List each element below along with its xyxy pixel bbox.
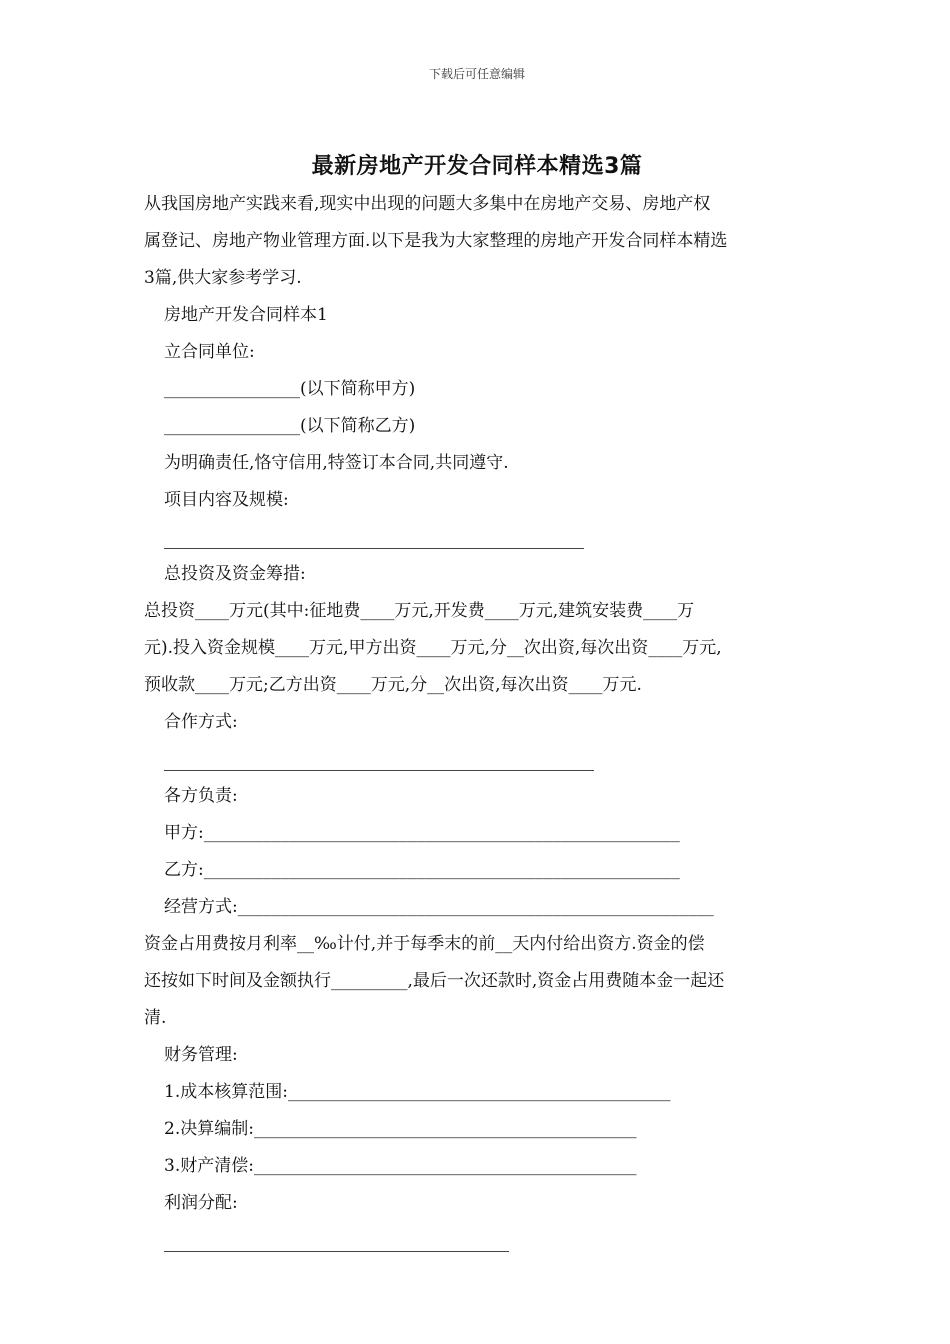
- party-a-line: ________________(以下简称甲方): [164, 379, 416, 399]
- finance-label: 财务管理:: [164, 1045, 238, 1065]
- responsibility-label: 各方负责:: [164, 786, 238, 806]
- sample-heading: 房地产开发合同样本1: [164, 305, 328, 325]
- header-note: 下载后可任意编辑: [428, 67, 525, 81]
- finance-item-final-accounts: 2.决算编制:_____________________________________________: [164, 1119, 637, 1139]
- profit-blank-rule: [144, 1222, 810, 1259]
- party-a-responsibility: 甲方:________________________________________________________: [164, 823, 680, 843]
- cooperation-label: 合作方式:: [164, 712, 238, 732]
- investment-label: 总投资及资金筹措:: [164, 564, 306, 584]
- investment-line-3: 预收款____万元;乙方出资____万元,分__次出资,每次出资____万元.: [144, 675, 642, 695]
- capital-line-1: 资金占用费按月利率__‰计付,并于每季末的前__天内付给出资方.资金的偿: [144, 934, 705, 954]
- party-b-line: ________________(以下简称乙方): [164, 416, 416, 436]
- parties-label: 立合同单位:: [164, 342, 255, 362]
- intro-line-2: 属登记、房地产物业管理方面.以下是我为大家整理的房地产开发合同样本精选: [144, 231, 728, 251]
- capital-line-3: 清.: [144, 1008, 167, 1028]
- cooperation-blank-rule: [144, 741, 810, 778]
- operation-method: 经营方式:________________________________________________________: [164, 897, 714, 917]
- project-blank-rule: [144, 519, 810, 556]
- party-b-responsibility: 乙方:________________________________________________________: [164, 860, 680, 880]
- document-title: 最新房地产开发合同样本精选3篇: [311, 154, 643, 179]
- capital-line-2: 还按如下时间及金额执行_________,最后一次还款时,资金占用费随本金一起还: [144, 971, 725, 991]
- document-body: [144, 186, 810, 1259]
- profit-label: 利润分配:: [164, 1193, 238, 1213]
- finance-item-property-settlement: 3.财产清偿:_____________________________________________: [164, 1156, 637, 1176]
- intro-line-1: 从我国房地产实践来看,现实中出现的问题大多集中在房地产交易、房地产权: [144, 194, 711, 214]
- purpose-line: 为明确责任,恪守信用,特签订本合同,共同遵守.: [164, 453, 509, 473]
- intro-line-3: 3篇,供大家参考学习.: [144, 268, 302, 288]
- investment-line-1: 总投资____万元(其中:征地费____万元,开发费____万元,建筑安装费____万: [144, 601, 695, 621]
- finance-item-cost-scope: 1.成本核算范围:_____________________________________________: [164, 1082, 671, 1102]
- project-label: 项目内容及规模:: [164, 490, 289, 510]
- investment-line-2: 元).投入资金规模____万元,甲方出资____万元,分__次出资,每次出资____万元,: [144, 638, 722, 658]
